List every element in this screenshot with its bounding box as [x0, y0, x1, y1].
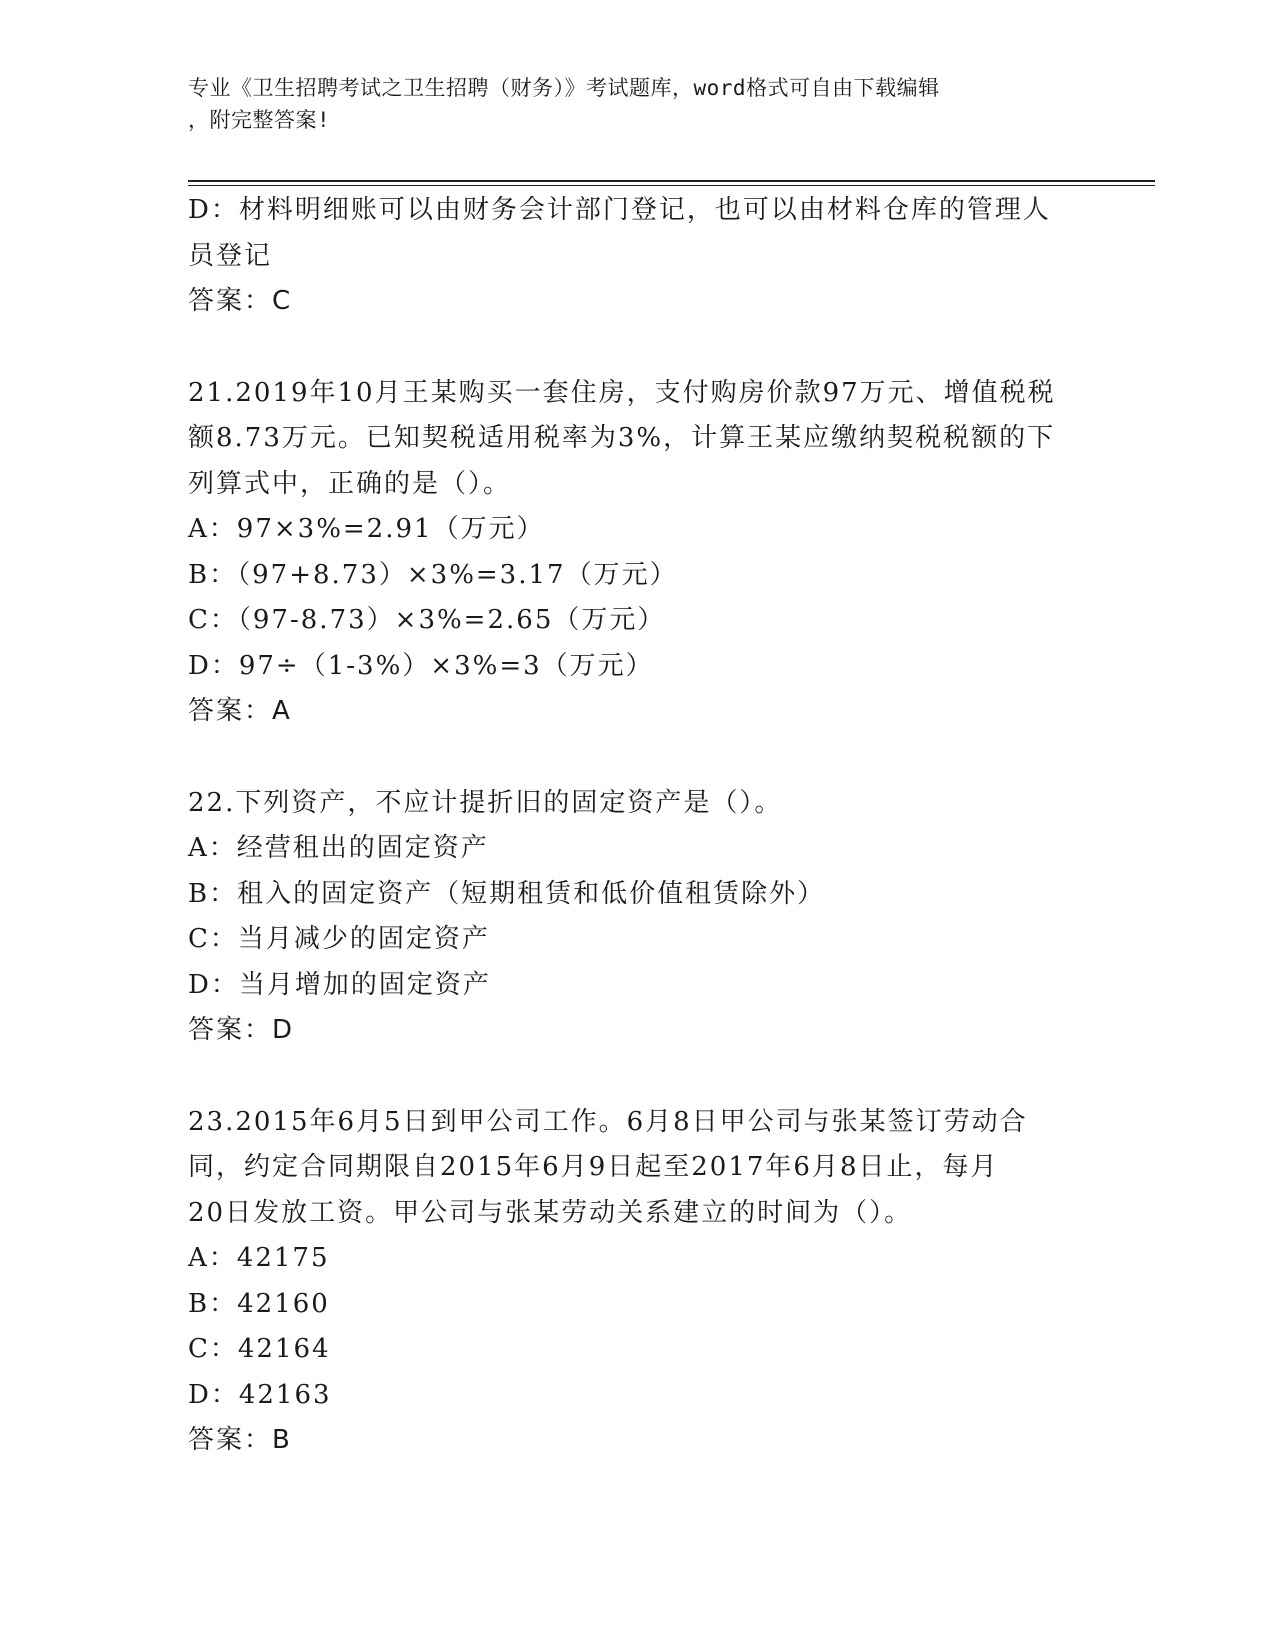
- option-d: D：42163: [188, 1379, 332, 1410]
- option-b: B：（97+8.73）×3%=3.17（万元）: [188, 559, 678, 590]
- option-d-line-1: D：材料明细账可以由财务会计部门登记，也可以由材料仓库的管理人: [188, 195, 1051, 225]
- question-22: [188, 781, 1088, 1054]
- question-21: [188, 371, 1088, 735]
- question-23: [188, 1100, 1088, 1464]
- option-a: A：42175: [188, 1243, 330, 1273]
- question-stem-line: 20日发放工资。甲公司与张某劳动关系建立的时间为（）。: [188, 1197, 913, 1228]
- header-line-1: 专业《卫生招聘考试之卫生招聘（财务）》考试题库，word格式可自由下载编辑: [188, 76, 940, 100]
- answer-line: 答案：C: [188, 286, 293, 316]
- question-stem-line: 同，约定合同期限自2015年6月9日起至2017年6月8日止，每月: [188, 1152, 999, 1182]
- document-body: [188, 188, 1088, 1464]
- page-header: [188, 72, 1088, 136]
- question-stem-line: 额8.73万元。已知契税适用税率为3%，计算王某应缴纳契税税额的下: [188, 423, 1056, 453]
- question-stem-line: 列算式中，正确的是（）。: [188, 468, 512, 499]
- option-c: C：当月减少的固定资产: [188, 924, 490, 954]
- option-b: B：租入的固定资产（短期租赁和低价值租赁除外）: [188, 878, 826, 909]
- header-divider: [188, 180, 1155, 186]
- option-b: B：42160: [188, 1288, 330, 1319]
- option-d: D：97÷（1-3%）×3%=3（万元）: [188, 650, 654, 681]
- option-d: D：当月增加的固定资产: [188, 969, 491, 1000]
- option-c: C：（97-8.73）×3%=2.65（万元）: [188, 605, 666, 635]
- question-stem-line: 21.2019年10月王某购买一套住房，支付购房价款97万元、增值税税: [188, 377, 1056, 408]
- option-a: A：97×3%=2.91（万元）: [188, 514, 545, 544]
- answer-line: 答案：D: [188, 1015, 295, 1045]
- option-a: A：经营租出的固定资产: [188, 833, 489, 863]
- question-stem-line: 23.2015年6月5日到甲公司工作。6月8日甲公司与张某签订劳动合: [188, 1106, 1028, 1137]
- answer-line: 答案：B: [188, 1425, 292, 1455]
- option-c: C：42164: [188, 1334, 331, 1364]
- header-line-2: ，附完整答案!: [188, 108, 331, 132]
- previous-question-tail: [188, 188, 1088, 325]
- answer-line: 答案：A: [188, 696, 292, 726]
- question-stem-line: 22.下列资产，不应计提折旧的固定资产是（）。: [188, 787, 783, 818]
- option-d-line-2: 员登记: [188, 240, 273, 271]
